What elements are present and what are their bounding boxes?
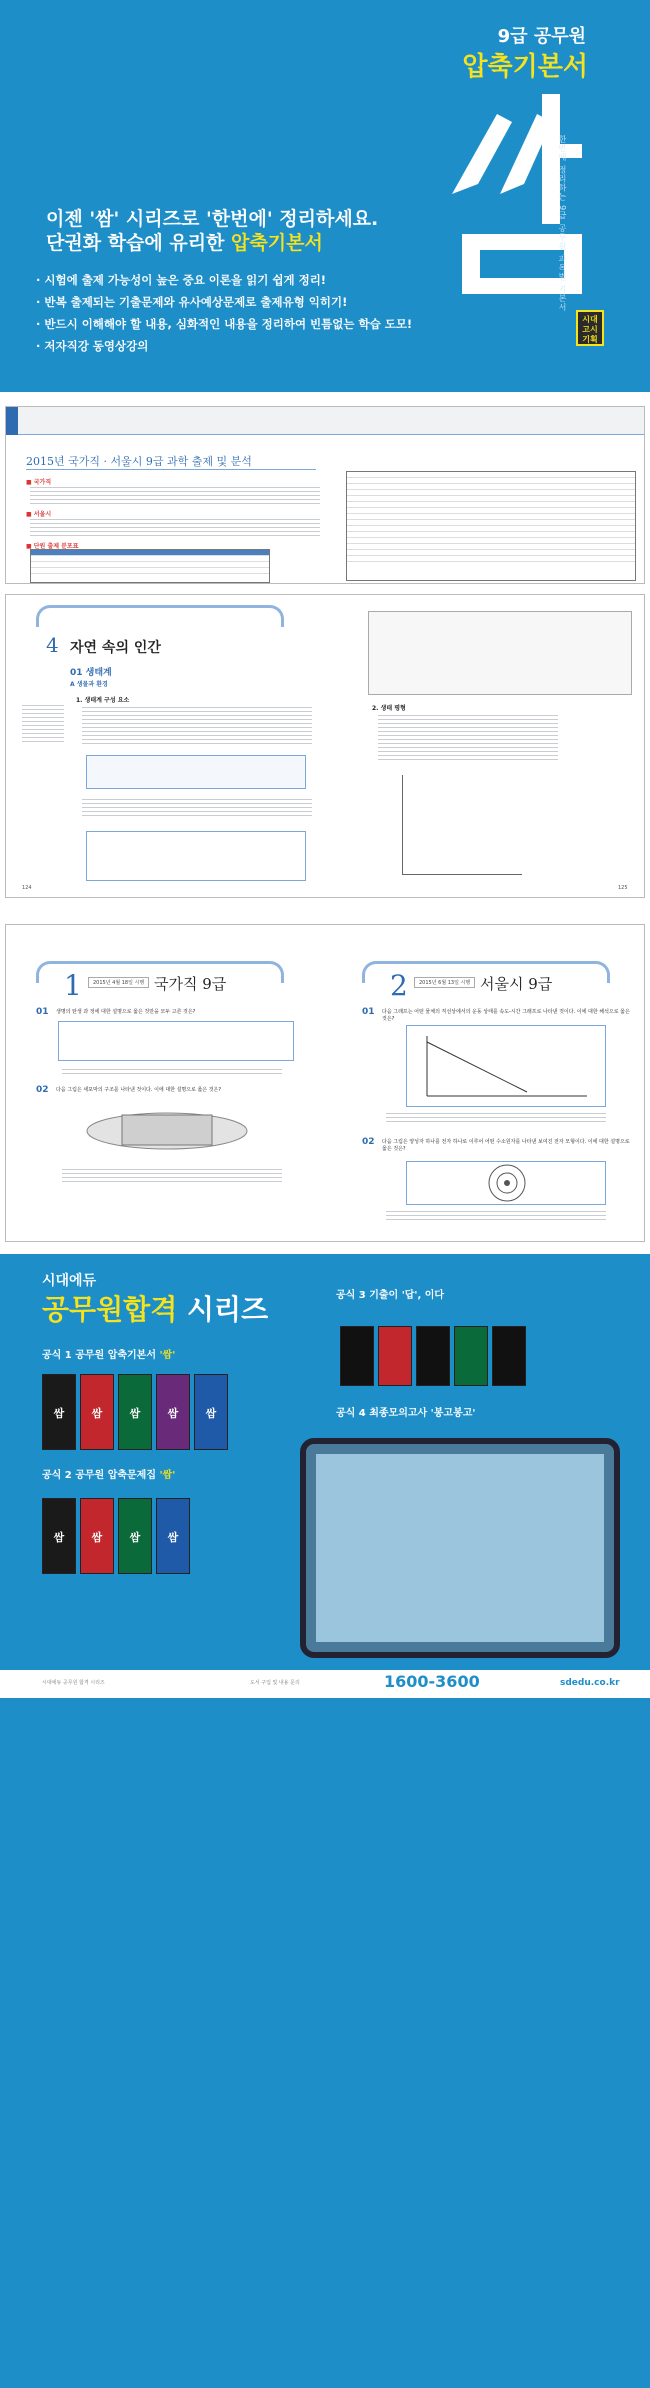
promo-footer bbox=[0, 1670, 650, 1698]
exam-title-left: 국가직 9급 bbox=[154, 975, 227, 993]
page-number-right: 125 bbox=[618, 885, 628, 891]
distribution-table bbox=[30, 549, 270, 583]
hero-bullet: · 반복 출제되는 기출문제와 유사예상문제로 출제유형 익히기! bbox=[36, 295, 348, 309]
promo-title-rest: 시리즈 bbox=[177, 1293, 269, 1326]
info-table bbox=[86, 831, 306, 881]
phone-number[interactable]: 1600-3600 bbox=[384, 1672, 480, 1691]
subsection-label: A 생물과 환경 bbox=[70, 681, 108, 688]
text-block bbox=[82, 707, 312, 747]
text-block bbox=[82, 799, 312, 819]
series-1-quote: '쌈' bbox=[159, 1350, 176, 1361]
series-4-title: 공식 4 최종모의고사 '봉고봉고' bbox=[336, 1408, 476, 1419]
series-1-title bbox=[42, 1346, 175, 1361]
series-3-title: 공식 3 기출이 '답', 이다 bbox=[336, 1290, 445, 1301]
book-cover bbox=[156, 1374, 190, 1450]
chapter-title: 자연 속의 인간 bbox=[70, 640, 161, 656]
hero-seal: 시대 고시 기획 bbox=[576, 310, 604, 346]
section-label: ■ 서울시 bbox=[26, 511, 52, 518]
velocity-graph bbox=[407, 1026, 605, 1106]
book-label: 쌈 bbox=[205, 1407, 217, 1420]
book-cover bbox=[80, 1498, 114, 1574]
choices bbox=[62, 1169, 282, 1185]
heading-rule bbox=[26, 469, 316, 470]
hero-vertical-text: 한번에 정리하는 9급 공무원 과목별 기본서 bbox=[558, 135, 567, 312]
hero-headline-2-text: 단권화 학습에 유리한 bbox=[46, 232, 232, 254]
promo-title bbox=[42, 1288, 268, 1328]
series-2-label: 공식 2 공무원 압축문제집 bbox=[42, 1470, 160, 1481]
series-1-label: 공식 1 공무원 압축기본서 bbox=[42, 1350, 160, 1361]
tablet-illustration bbox=[300, 1438, 620, 1658]
atom-model-icon bbox=[407, 1162, 605, 1204]
ssam-logo-icon bbox=[442, 74, 592, 304]
item-heading: 2. 생태 평형 bbox=[372, 705, 406, 712]
question-text: 다음 그림은 세포막의 구조를 나타낸 것이다. 이에 대한 설명으로 옳은 것은? bbox=[56, 1087, 222, 1093]
book-cover bbox=[340, 1326, 374, 1386]
call-note: 도서 구입 및 내용 문의 bbox=[250, 1680, 300, 1686]
promo-title-highlight: 공무원합격 bbox=[42, 1293, 178, 1326]
item-heading: 1. 생태계 구성 요소 bbox=[76, 697, 130, 704]
book-cover bbox=[378, 1326, 412, 1386]
hero-bullet: · 저자직강 동영상강의 bbox=[36, 339, 149, 353]
question-text: 다음 그래프는 어떤 물체의 직선상에서의 운동 상태를 속도-시간 그래프로 나타낸 것이다. 이에 대한 해석으로 옳은 것은? bbox=[382, 1009, 630, 1022]
sidebar-note bbox=[22, 705, 70, 745]
choices bbox=[386, 1211, 606, 1223]
sample-page-exam bbox=[5, 924, 645, 1242]
book-label: 쌈 bbox=[53, 1407, 65, 1420]
text-block bbox=[30, 519, 320, 539]
book-label: 쌈 bbox=[129, 1531, 141, 1544]
text-block bbox=[378, 715, 558, 763]
book-cover bbox=[80, 1374, 114, 1450]
sample-page-chapter bbox=[5, 594, 645, 898]
question-box bbox=[58, 1021, 294, 1061]
section-title bbox=[70, 665, 112, 678]
hero-title: 압축기본서 bbox=[462, 52, 588, 82]
choices bbox=[386, 1113, 606, 1125]
page-number-left: 124 bbox=[22, 885, 32, 891]
table-row bbox=[347, 556, 635, 562]
page-header-bar bbox=[6, 407, 645, 435]
book-cover bbox=[42, 1374, 76, 1450]
hero-headline-1: 이젠 '쌈' 시리즈로 '한번에' 정리하세요. bbox=[46, 208, 379, 230]
book-label: 쌈 bbox=[167, 1407, 179, 1420]
promo-series bbox=[0, 1254, 650, 2388]
book-cover bbox=[42, 1498, 76, 1574]
graph-box bbox=[406, 1025, 606, 1107]
ecosystem-figure bbox=[368, 611, 632, 695]
book-cover bbox=[492, 1326, 526, 1386]
question-text: 다음 그림은 양성자 하나를 전자 하나로 이루어 어떤 수소원자를 나타낸 보여진 전자 모형이다. 이에 대한 설명으로 옳은 것은? bbox=[382, 1139, 630, 1152]
section-label: ■ 국가직 bbox=[26, 479, 52, 486]
sample-page-analysis bbox=[5, 406, 645, 584]
exam-date-left: 2015년 4월 18일 시행 bbox=[88, 977, 149, 988]
chapter-number: 4 bbox=[46, 633, 59, 657]
question-number: 02 bbox=[36, 1085, 49, 1095]
atom-figure-box bbox=[406, 1161, 606, 1205]
promo-brand: 시대에듀 bbox=[42, 1273, 97, 1289]
book-cover bbox=[156, 1498, 190, 1574]
book-label: 쌈 bbox=[167, 1531, 179, 1544]
book-label: 쌈 bbox=[129, 1407, 141, 1420]
exam-number-right: 2 bbox=[390, 969, 408, 1002]
hero-bullet: · 시험에 출제 가능성이 높은 중요 이론을 읽기 쉽게 정리! bbox=[36, 273, 327, 287]
hero-bullet: · 반드시 이해해야 할 내용, 심화적인 내용을 정리하여 빈틈없는 학습 도모! bbox=[36, 317, 413, 331]
book-label: 쌈 bbox=[91, 1531, 103, 1544]
section-number: 01 생태계 bbox=[70, 668, 112, 678]
exam-date-right: 2015년 6월 13일 시행 bbox=[414, 977, 475, 988]
info-box bbox=[86, 755, 306, 789]
series-2-quote: '쌈' bbox=[159, 1470, 176, 1481]
book-cover bbox=[454, 1326, 488, 1386]
question-text: 생명의 탄생 과 정에 대한 설명으로 옳은 것만을 모두 고른 것은? bbox=[56, 1009, 196, 1015]
hero-subtitle: 9급 공무원 bbox=[497, 26, 586, 47]
table-row bbox=[31, 568, 269, 574]
question-number: 01 bbox=[36, 1007, 49, 1017]
hero-bullets bbox=[36, 272, 412, 360]
book-cover bbox=[416, 1326, 450, 1386]
question-number: 02 bbox=[362, 1137, 375, 1147]
book-cover bbox=[118, 1498, 152, 1574]
hero-headline-2-highlight: 압축기본서 bbox=[231, 232, 323, 254]
exam-title-right: 서울시 9급 bbox=[480, 975, 553, 993]
cell-membrane-figure bbox=[82, 1105, 252, 1157]
chapter-tab bbox=[36, 605, 284, 627]
hero-headline-2 bbox=[46, 228, 323, 255]
page-tab-marker bbox=[6, 407, 18, 435]
website-link[interactable]: sdedu.co.kr bbox=[560, 1678, 620, 1688]
book-cover bbox=[194, 1374, 228, 1450]
book-cover bbox=[118, 1374, 152, 1450]
exam-number-left: 1 bbox=[64, 969, 82, 1002]
section-label: ■ 단원 출제 분포표 bbox=[26, 543, 79, 550]
book-label: 쌈 bbox=[91, 1407, 103, 1420]
tablet-screen bbox=[316, 1454, 604, 1642]
hero-banner bbox=[0, 0, 650, 392]
footer-text: 시대에듀 공무원 합격 시리즈 bbox=[42, 1680, 105, 1686]
distribution-table-right bbox=[346, 471, 636, 581]
choices bbox=[62, 1069, 282, 1077]
question-number: 01 bbox=[362, 1007, 375, 1017]
population-graph bbox=[402, 775, 522, 875]
analysis-heading: 2015년 국가직 · 서울시 9급 과학 출제 및 분석 bbox=[26, 455, 252, 468]
book-label: 쌈 bbox=[53, 1531, 65, 1544]
series-2-title bbox=[42, 1466, 175, 1481]
text-block bbox=[30, 487, 320, 507]
